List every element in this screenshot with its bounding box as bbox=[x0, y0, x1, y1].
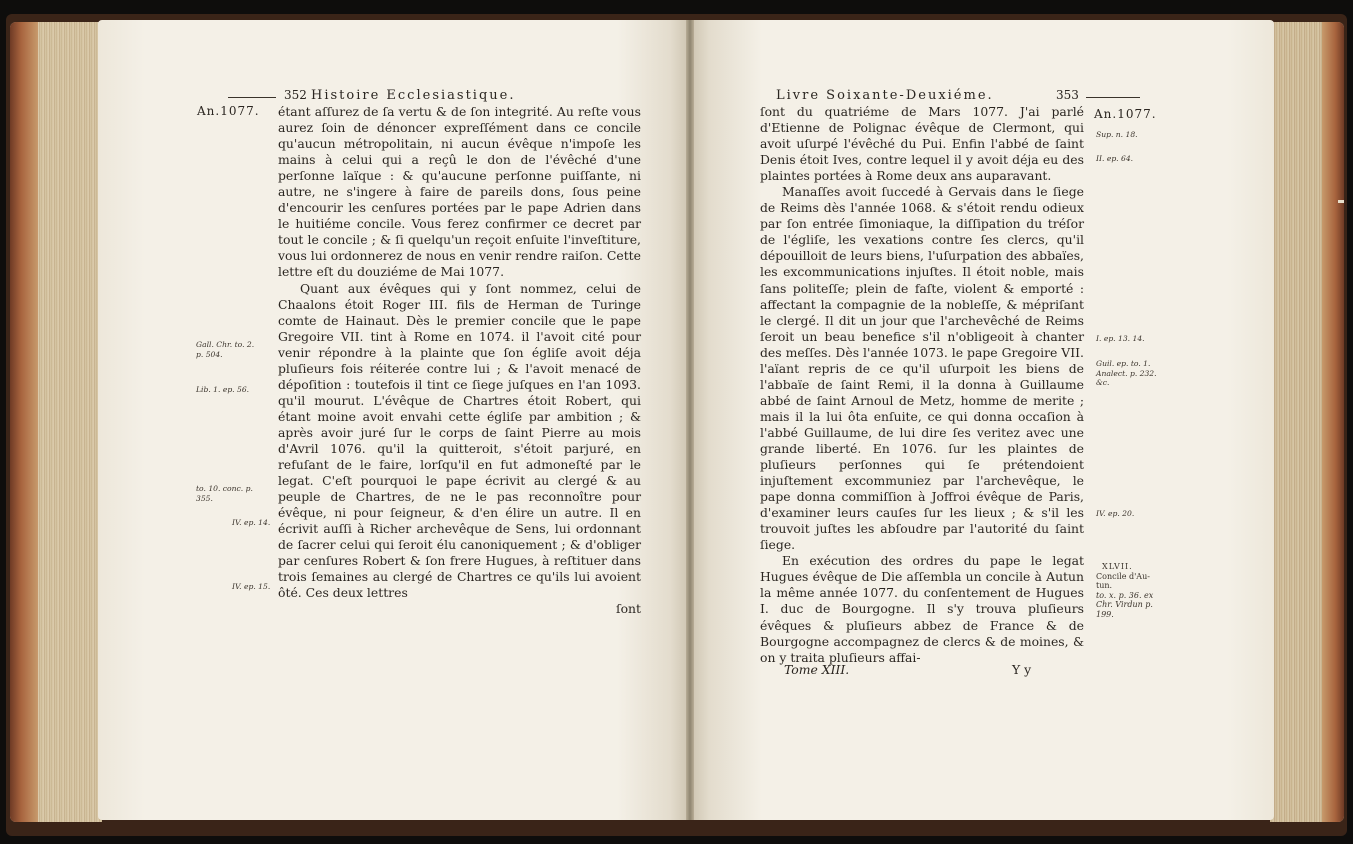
paper-speck bbox=[1338, 200, 1344, 203]
right-margin-note-4: Guil. ep. to. 1. Analect. p. 232. &c. bbox=[1096, 359, 1157, 387]
right-header-rule bbox=[1086, 97, 1140, 98]
left-page-number: 352 bbox=[284, 88, 307, 102]
section-number: XLVII. bbox=[1102, 562, 1133, 571]
right-margin-note-2: II. ep. 64. bbox=[1096, 154, 1134, 163]
right-paragraph-1: ſont du quatriéme de Mars 1077. J'ai parlé d'Etienne de Polignac évêque de Clermont, qui avoit uſurpé l'évêché du Pui. Enfin l'abbé de ſaint Denis étoit Ives, contre lequel il y avoit déja eu des plaintes portées à Rome deux ans auparavant. bbox=[760, 104, 1084, 184]
left-paragraph-1: étant aſſurez de ſa vertu & de ſon integrité. Au reſte vous aurez ſoin de dénoncer expreſſément dans ce concile qu'aucun métropolitain, ni aucun évêque n'impoſe les mains à celui qui a reçû le don de l'évêché d'une perſonne laïque : & qu'aucune perſonne puiſſante, ni autre, ne s'ingere à faire de pareils dons, ſous peine d'encourir les cenſures portées par le pape Adrien dans le huitiéme concile. Vous ferez confirmer ce decret par tout le concile ; & ſi quelqu'un reçoit enſuite l'inveſtiture, vous lui ordonnerez de nous en venir rendre raiſon. Cette lettre eſt du douziéme de Mai 1077. bbox=[278, 104, 641, 280]
right-running-head: Livre Soixante-Deuxiéme. bbox=[776, 88, 994, 103]
section-ref-line-2: Chr. Virdun p. bbox=[1096, 600, 1153, 609]
section-note bbox=[1096, 562, 1153, 619]
left-margin-note-5: IV. ep. 15. bbox=[232, 582, 271, 591]
right-paragraph-2: Manaſſes avoit ſuccedé à Gervais dans le ſiege de Reims dès l'année 1068. & s'étoit rendu odieux par ſon entrée ſimoniaque, la diſſipation du tréſor de l'égliſe, les vexations contre ſes clercs, qu'il dépouilloit de leurs biens, l'uſurpation des abbaïes, les excommunications injuſtes. Il étoit noble, mais ſans politeſſe; plein de faſte, violent & emporté : affectant la compagnie de la nobleſſe, & mépriſant le clergé. Il dit un jour que l'archevêché de Reims ſeroit un beau benefice s'il n'obligeoit à chanter des meſſes. Dès l'année 1073. le pape Gregoire VII. l'aïant repris de ce qu'il uſurpoit les biens de l'abbaïe de ſaint Remi, il la donna à Guillaume abbé de ſaint Arnoul de Metz, homme de merite ; mais il la lui ôta enſuite, ce qui donna occaſion à l'abbé Guillaume, de lui dire ſes veritez avec une grande liberté. En 1076. ſur les plaintes de pluſieurs perſonnes qui ſe prétendoient injuſtement excommuniez par l'archevêque, le pape donna commiſſion à Joffroi évêque de Paris, d'examiner leurs cauſes ſur les lieux ; & s'il les trouvoit juſtes les abſoudre par l'autorité du ſaint ſiege. bbox=[760, 184, 1084, 553]
left-margin-note-4: IV. ep. 14. bbox=[232, 518, 271, 527]
right-page-edges bbox=[1270, 22, 1344, 822]
left-margin-note-1: Gall. Chr. to. 2. p. 504. bbox=[196, 340, 255, 359]
right-margin-year: An.1077. bbox=[1094, 107, 1157, 121]
section-ref-line-3: 199. bbox=[1096, 609, 1114, 619]
right-margin-note-3: I. ep. 13. 14. bbox=[1096, 334, 1145, 343]
left-body-text bbox=[278, 104, 641, 618]
right-margin-note-5: IV. ep. 20. bbox=[1096, 509, 1135, 518]
section-ref-line-1: to. x. p. 36. ex bbox=[1096, 590, 1154, 600]
right-body-text bbox=[760, 104, 1084, 666]
left-margin-note-2: Lib. 1. ep. 56. bbox=[196, 385, 250, 394]
left-catchword: ſont bbox=[615, 601, 641, 617]
right-footer-signature: Y y bbox=[1012, 662, 1032, 677]
right-page-number: 353 bbox=[1056, 88, 1079, 102]
book-gutter bbox=[686, 20, 694, 820]
right-margin-note-1: Sup. n. 18. bbox=[1096, 130, 1138, 139]
left-margin-note-3: to. 10. conc. p. 355. bbox=[196, 484, 253, 503]
left-margin-year: An.1077. bbox=[197, 104, 260, 118]
left-running-head: Histoire Ecclesiastique. bbox=[311, 88, 516, 103]
section-title-line-2: tun. bbox=[1096, 581, 1113, 590]
left-page-edges bbox=[10, 22, 102, 822]
left-paragraph-2: Quant aux évêques qui y ſont nommez, celui de Chaalons étoit Roger III. fils de Herman de Turinge comte de Hainaut. Dès le premier concile que le pape Gregoire VII. tint à Rome en 1074. il l'avoit cité pour venir répondre à la plainte que ſon égliſe avoit déja pluſieurs fois réiterée contre lui ; & l'avoit menacé de dépoſition : toutefois il tint ce ſiege juſques en l'an 1093. qu'il mourut. L'évêque de Chartres étoit Robert, qui étant moine avoit envahi cette égliſe par ambition ; & après avoir juré ſur le corps de ſaint Pierre au mois d'Avril 1076. qu'il la quitteroit, s'étoit parjuré, en refuſant de le faire, lorſqu'il en fut admoneſté par le legat. C'eſt pourquoi le pape écrivit au clergé & au peuple de Chartres, de ne le pas reconnoître pour évêque, ni pour ſeigneur, & d'en élire un autre. Il en écrivit auſſi à Richer archevêque de Sens, lui ordonnant de ſacrer celui qui ſeroit élu canoniquement ; & d'obliger par cenſures Robert & ſon frere Hugues, à reſtituer dans trois ſemaines au clergé de Chartres ce qu'ils lui avoient ôté. Ces deux lettres bbox=[278, 280, 641, 601]
right-footer-tome: Tome XIII. bbox=[784, 662, 850, 677]
right-paragraph-3: En exécution des ordres du pape le legat Hugues évêque de Die aſſembla un concile à Autun la même année 1077. du conſentement de Hugues I. duc de Bourgogne. Il s'y trouva pluſieurs évêques & pluſieurs abbez de France & de Bourgogne accompagnez de clercs & de moines, & on y traita pluſieurs affai- bbox=[760, 553, 1084, 665]
left-header-rule bbox=[228, 97, 276, 98]
section-title-line-1: Concile d'Au- bbox=[1096, 571, 1150, 581]
